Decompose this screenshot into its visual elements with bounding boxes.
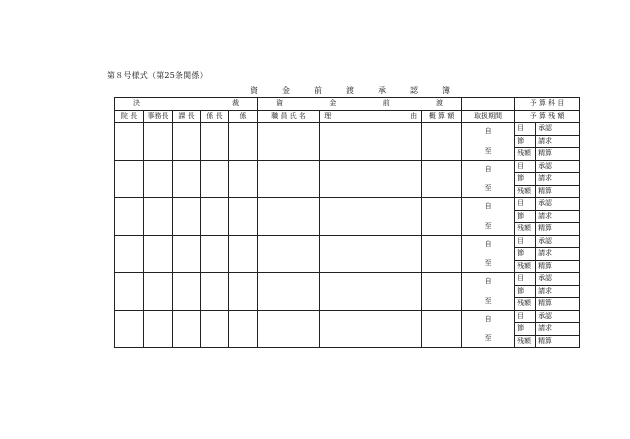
reason-cell[interactable]	[320, 310, 381, 348]
handling-period-header: 取扱期間	[462, 110, 515, 123]
reason-cell[interactable]	[320, 198, 381, 236]
budget-line-label: 残額	[515, 260, 536, 273]
subsection-chief-sign-cell[interactable]	[201, 123, 229, 161]
period-from-label: 自	[484, 202, 492, 210]
handling-period-cell[interactable]	[462, 123, 515, 161]
ledger-row	[115, 273, 580, 286]
staff-name-cell[interactable]	[258, 160, 320, 198]
approval-step-label: 承認	[536, 198, 580, 211]
reason-cell-2[interactable]	[381, 198, 422, 236]
director-sign-cell[interactable]	[115, 160, 144, 198]
office-manager-header: 事務長	[144, 110, 173, 123]
advance-header	[258, 98, 462, 111]
reason-cell[interactable]	[320, 123, 381, 161]
estimate-cell[interactable]	[422, 273, 462, 311]
approval-step-label: 請求	[536, 248, 580, 261]
period-to-label: 至	[484, 259, 492, 267]
subsection-chief-sign-cell[interactable]	[201, 198, 229, 236]
ledger-row	[115, 123, 580, 136]
budget-line-label: 残額	[515, 223, 536, 236]
budget-line-label: 目	[515, 160, 536, 173]
approval-step-label: 精算	[536, 260, 580, 273]
staff-sign-cell[interactable]	[229, 198, 258, 236]
approval-step-label: 請求	[536, 210, 580, 223]
office-manager-sign-cell[interactable]	[144, 235, 173, 273]
section-chief-sign-cell[interactable]	[173, 310, 201, 348]
budget-line-label: 節	[515, 323, 536, 336]
advance-char: 渡	[436, 99, 444, 108]
budget-line-label: 節	[515, 285, 536, 298]
decision-char: 決	[133, 99, 140, 108]
office-manager-sign-cell[interactable]	[144, 310, 173, 348]
estimate-header: 概 算 額	[422, 110, 462, 123]
director-header: 院 長	[115, 110, 144, 123]
estimate-cell[interactable]	[422, 160, 462, 198]
reason-cell-2[interactable]	[381, 123, 422, 161]
director-sign-cell[interactable]	[115, 310, 144, 348]
budget-balance-header: 予 算 残 額	[515, 110, 580, 123]
advance-approval-table	[114, 97, 580, 348]
director-sign-cell[interactable]	[115, 235, 144, 273]
subsection-chief-sign-cell[interactable]	[201, 160, 229, 198]
staff-name-cell[interactable]	[258, 310, 320, 348]
reason-cell-2[interactable]	[381, 273, 422, 311]
approval-step-label: 請求	[536, 323, 580, 336]
subsection-chief-sign-cell[interactable]	[201, 235, 229, 273]
budget-line-label: 残額	[515, 185, 536, 198]
ledger-row	[115, 198, 580, 211]
staff-sign-cell[interactable]	[229, 273, 258, 311]
reason-header	[320, 110, 422, 123]
ledger-row	[115, 160, 580, 173]
approval-step-label: 承認	[536, 310, 580, 323]
period-from-label: 自	[484, 127, 492, 135]
approval-step-label: 請求	[536, 285, 580, 298]
period-from-label: 自	[484, 277, 492, 285]
form-number: 第８号様式（第25条関係）	[107, 71, 208, 80]
budget-line-label: 節	[515, 135, 536, 148]
advance-char: 資	[276, 99, 284, 108]
approval-step-label: 承認	[536, 273, 580, 286]
period-to-label: 至	[484, 221, 492, 230]
header-row-2	[115, 110, 580, 123]
approval-step-label: 承認	[536, 160, 580, 173]
budget-line-label: 節	[515, 248, 536, 261]
section-chief-header: 課 長	[173, 110, 201, 123]
handling-period-cell[interactable]	[462, 198, 515, 236]
budget-line-label: 目	[515, 198, 536, 211]
ledger-title-char: 資	[250, 86, 258, 95]
estimate-cell[interactable]	[422, 198, 462, 236]
ledger-title	[250, 85, 450, 96]
section-chief-sign-cell[interactable]	[173, 160, 201, 198]
ledger-title-char: 簿	[442, 86, 450, 95]
handling-period-cell[interactable]	[462, 273, 515, 311]
staff-name-cell[interactable]	[258, 235, 320, 273]
section-chief-sign-cell[interactable]	[173, 273, 201, 311]
budget-line-label: 目	[515, 123, 536, 136]
staff-sign-cell[interactable]	[229, 123, 258, 161]
period-from-label: 自	[484, 164, 492, 173]
period-to-label: 至	[484, 296, 492, 305]
reason-cell[interactable]	[320, 235, 381, 273]
approval-step-label: 精算	[536, 185, 580, 198]
office-manager-sign-cell[interactable]	[144, 160, 173, 198]
budget-line-label: 目	[515, 235, 536, 248]
reason-cell[interactable]	[320, 160, 381, 198]
estimate-cell[interactable]	[422, 310, 462, 348]
reason-char: 由	[410, 111, 418, 120]
staff-name-header: 職 員 氏 名	[258, 110, 320, 123]
director-sign-cell[interactable]	[115, 198, 144, 236]
ledger-title-char: 金	[282, 86, 290, 95]
decision-header	[115, 98, 258, 111]
approval-step-label: 精算	[536, 298, 580, 311]
budget-item-header: 予 算 科 目	[515, 98, 580, 111]
budget-line-label: 目	[515, 273, 536, 286]
ledger-row	[115, 310, 580, 323]
reason-cell-2[interactable]	[381, 310, 422, 348]
section-chief-sign-cell[interactable]	[173, 123, 201, 161]
approval-step-label: 精算	[536, 223, 580, 236]
office-manager-sign-cell[interactable]	[144, 198, 173, 236]
handling-period-cell[interactable]	[462, 160, 515, 198]
approval-step-label: 請求	[536, 135, 580, 148]
section-chief-sign-cell[interactable]	[173, 235, 201, 273]
handling-period-cell[interactable]	[462, 310, 515, 348]
period-to-label: 至	[484, 184, 492, 192]
ledger-title-char: 認	[410, 86, 418, 95]
office-manager-sign-cell[interactable]	[144, 273, 173, 311]
ledger-title-char: 承	[378, 86, 386, 95]
budget-line-label: 残額	[515, 335, 536, 348]
approval-step-label: 承認	[536, 235, 580, 248]
handling-period-cell[interactable]	[462, 235, 515, 273]
staff-header: 係	[229, 110, 258, 123]
office-manager-sign-cell[interactable]	[144, 123, 173, 161]
period-from-label: 自	[484, 314, 492, 323]
staff-name-cell[interactable]	[258, 123, 320, 161]
staff-sign-cell[interactable]	[229, 310, 258, 348]
advance-char: 前	[382, 99, 390, 108]
budget-line-label: 残額	[515, 298, 536, 311]
budget-line-label: 節	[515, 210, 536, 223]
period-to-label: 至	[484, 334, 492, 342]
budget-line-label: 残額	[515, 148, 536, 161]
reason-cell[interactable]	[320, 273, 381, 311]
approval-step-label: 精算	[536, 148, 580, 161]
decision-char: 裁	[232, 99, 240, 108]
blank-header	[462, 98, 515, 111]
staff-sign-cell[interactable]	[229, 235, 258, 273]
ledger-row	[115, 235, 580, 248]
approval-step-label: 精算	[536, 335, 580, 348]
approval-step-label: 承認	[536, 123, 580, 136]
advance-char: 金	[329, 99, 337, 108]
director-sign-cell[interactable]	[115, 273, 144, 311]
reason-cell-2[interactable]	[381, 235, 422, 273]
subsection-chief-sign-cell[interactable]	[201, 310, 229, 348]
estimate-cell[interactable]	[422, 123, 462, 161]
approval-step-label: 請求	[536, 173, 580, 186]
period-to-label: 至	[484, 146, 492, 155]
reason-char: 理	[324, 111, 332, 120]
staff-name-cell[interactable]	[258, 198, 320, 236]
section-chief-sign-cell[interactable]	[173, 198, 201, 236]
director-sign-cell[interactable]	[115, 123, 144, 161]
ledger-title-char: 渡	[346, 86, 354, 95]
staff-sign-cell[interactable]	[229, 160, 258, 198]
budget-line-label: 目	[515, 310, 536, 323]
header-row-1	[115, 98, 580, 111]
period-from-label: 自	[484, 239, 492, 248]
budget-line-label: 節	[515, 173, 536, 186]
subsection-chief-sign-cell[interactable]	[201, 273, 229, 311]
estimate-cell[interactable]	[422, 235, 462, 273]
subsection-chief-header: 係 長	[201, 110, 229, 123]
reason-cell-2[interactable]	[381, 160, 422, 198]
ledger-title-char: 前	[314, 86, 322, 95]
staff-name-cell[interactable]	[258, 273, 320, 311]
